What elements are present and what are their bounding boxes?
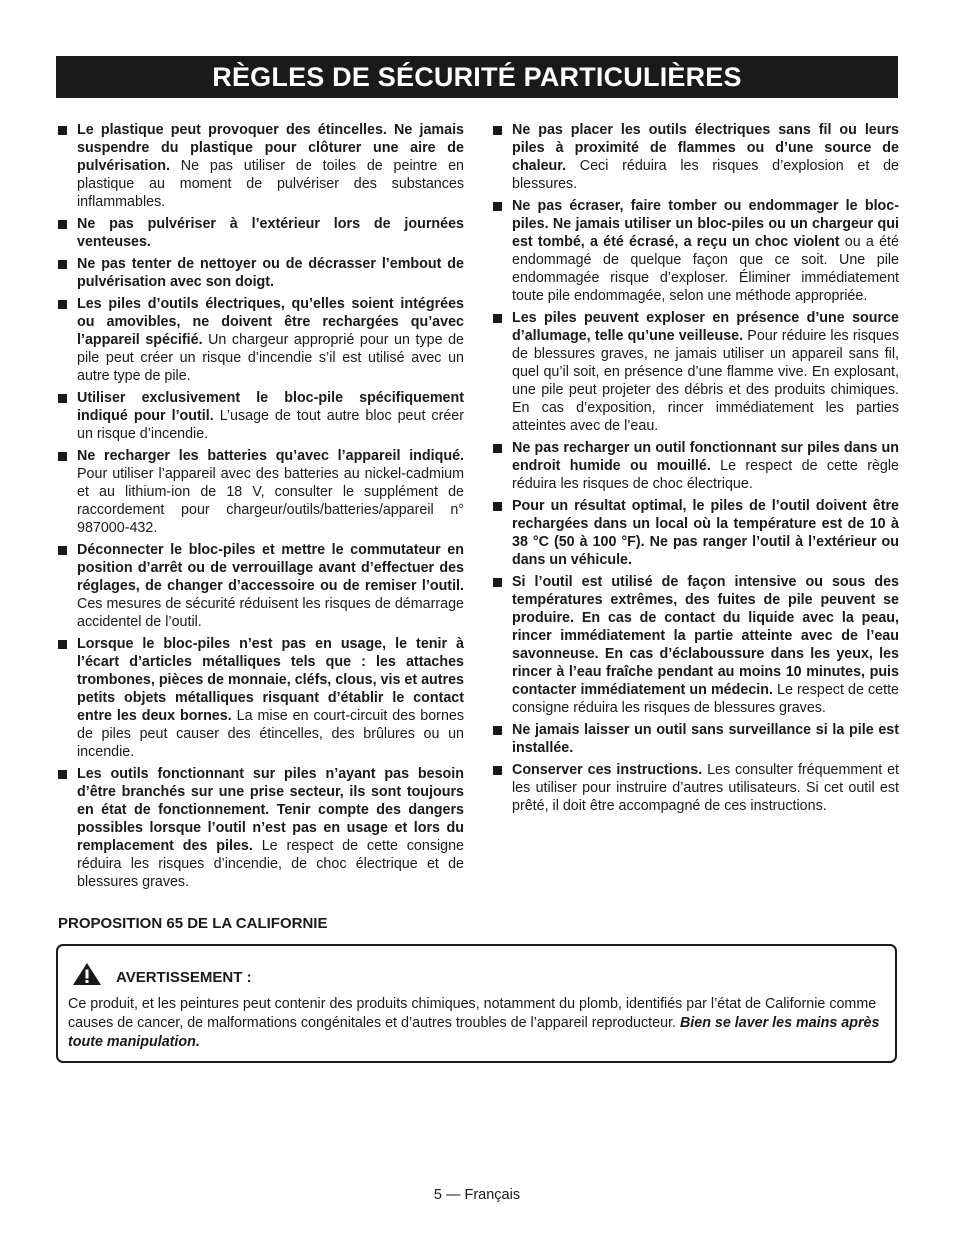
bullet-square-icon: [58, 260, 67, 269]
bullet-square-icon: [58, 452, 67, 461]
bullet-square-icon: [58, 300, 67, 309]
bullet-square-icon: [58, 640, 67, 649]
bullet-square-icon: [493, 726, 502, 735]
list-item: Lorsque le bloc-piles n’est pas en usage, le tenir à l’écart d’articles métalliques tels que : les attaches trombones, pièces de monnaie, cléfs, clous, vis et autres petits objets métalliques risquant d’établir le contact entre les deux bornes. La mise en court-circuit des bornes de piles peut causer des étincelles, des brûlures ou un incendie.: [57, 635, 464, 761]
bullet-square-icon: [493, 502, 502, 511]
list-item: Conserver ces instructions. Les consulter fréquemment et les utiliser pour instruire d’autres utilisateurs. Si cet outil est prêté, il doit être accompagné de ces instructions.: [492, 761, 899, 815]
list-item: Le plastique peut provoquer des étincelles. Ne jamais suspendre du plastique pour clôturer une aire de pulvérisation. Ne pas utiliser de toiles de peintre en plastique au moment de pulvériser des substances inflammables.: [57, 121, 464, 211]
bullet-square-icon: [58, 546, 67, 555]
right-column: [492, 121, 899, 819]
left-column: [57, 121, 464, 895]
warning-text: Ce produit, et les peintures peut contenir des produits chimiques, notamment du plomb, identifiés par l’état de Californie comme causes de cancer, de malformations congénitales et d’autres troubles de l’appareil reproducteur. Bien se laver les mains après toute manipulation.: [68, 996, 880, 1050]
list-item: Déconnecter le bloc-piles et mettre le commutateur en position d’arrêt ou de verrouillage avant d’effectuer des réglages, de changer d’accessoire ou de remiser l’outil. Ces mesures de sécurité réduisent les risques de démarrage accidentel de l’outil.: [57, 541, 464, 631]
list-item: Les piles d’outils électriques, qu’elles soient intégrées ou amovibles, ne doivent être rechargées qu’avec l’appareil spécifié. Un chargeur approprié pour un type de pile peut créer un risque d’incendie s’il est utilisé avec un autre type de pile.: [57, 295, 464, 385]
list-item: Si l’outil est utilisé de façon intensive ou sous des températures extrêmes, des fuites de pile peuvent se produire. En cas de contact du liquide avec la peau, rincer immédiatement la partie atteinte avec de l’eau savonneuse. En cas d’éclaboussure dans les yeux, les rincer à l’eau fraîche pendant au moins 10 minutes, puis contacter immédiatement un médecin. Le respect de cette consigne réduira les risques de blessures graves.: [492, 573, 899, 717]
list-item: Ne recharger les batteries qu’avec l’appareil indiqué. Pour utiliser l’appareil avec des batteries au nickel-cadmium et au lithium-ion de 18 V, consulter le supplément de raccordement pour chargeur/outils/batteries/appareil n° 987000-432.: [57, 447, 464, 537]
warning-label: AVERTISSEMENT :: [116, 968, 252, 986]
list-item: Les outils fonctionnant sur piles n’ayant pas besoin d’être branchés sur une prise secteur, ils sont toujours en état de fonctionnement. Tenir compte des dangers possibles lorsque l’outil n’est pas en usage et lors du remplacement des piles. Le respect de cette consigne réduira les risques d’incendie, de choc électrique et de blessures graves.: [57, 765, 464, 891]
warning-box: [56, 944, 897, 1063]
bullet-square-icon: [493, 444, 502, 453]
list-item: Pour un résultat optimal, le piles de l’outil doivent être rechargées dans un local où la température est de 10 à 38 °C (50 à 100 °F). Ne pas ranger l’outil à l’extérieur ou dans un véhicule.: [492, 497, 899, 569]
page-footer: 5 — Français: [433, 1187, 521, 1203]
bullet-square-icon: [493, 578, 502, 587]
list-item: Ne pas placer les outils électriques sans fil ou leurs piles à proximité de flammes ou d’une source de chaleur. Ceci réduira les risques d’explosion et de blessures.: [492, 121, 899, 193]
list-item: Ne pas écraser, faire tomber ou endommager le bloc-piles. Ne jamais utiliser un bloc-piles ou un chargeur qui est tombé, a été écrasé, a reçu un choc violent ou a été endommagé de quelque façon que ce soit. Une pile endommagée risque d’exploser. Éliminer immédiatement toute pile endommagée, selon une méthode appropriée.: [492, 197, 899, 305]
bullet-square-icon: [493, 126, 502, 135]
bullet-square-icon: [58, 394, 67, 403]
bullet-square-icon: [58, 220, 67, 229]
list-item: Ne pas recharger un outil fonctionnant sur piles dans un endroit humide ou mouillé. Le respect de cette règle réduira les risques de choc électrique.: [492, 439, 899, 493]
list-item: Ne pas pulvériser à l’extérieur lors de journées venteuses.: [57, 215, 464, 251]
list-item: Utiliser exclusivement le bloc-pile spécifiquement indiqué pour l’outil. L’usage de tout autre bloc peut créer un risque d’incendie.: [57, 389, 464, 443]
list-item: Ne pas tenter de nettoyer ou de décrasser l’embout de pulvérisation avec son doigt.: [57, 255, 464, 291]
bullet-square-icon: [58, 770, 67, 779]
bullet-square-icon: [493, 766, 502, 775]
list-item: Ne jamais laisser un outil sans surveillance si la pile est installée.: [492, 721, 899, 757]
bullet-square-icon: [58, 126, 67, 135]
warning-emphasis: Bien se laver les mains après toute manipulation.: [68, 1015, 880, 1050]
bullet-square-icon: [493, 314, 502, 323]
bullet-square-icon: [493, 202, 502, 211]
warning-header: [72, 962, 252, 986]
warning-triangle-icon: [72, 962, 102, 986]
page-title: RÈGLES DE SÉCURITÉ PARTICULIÈRES: [56, 56, 898, 98]
list-item: Les piles peuvent exploser en présence d’une source d’allumage, telle qu’une veilleuse. Pour réduire les risques de blessures graves, ne jamais utiliser un appareil sans fil, quel qu’il soit, en présence d’une flamme vive. En explosant, une pile peut projeter des débris et des produits chimiques. En cas d’exposition, rincer immédiatement les parties atteintes avec de l’eau.: [492, 309, 899, 435]
section-title-prop65: PROPOSITION 65 DE LA CALIFORNIE: [58, 915, 328, 932]
